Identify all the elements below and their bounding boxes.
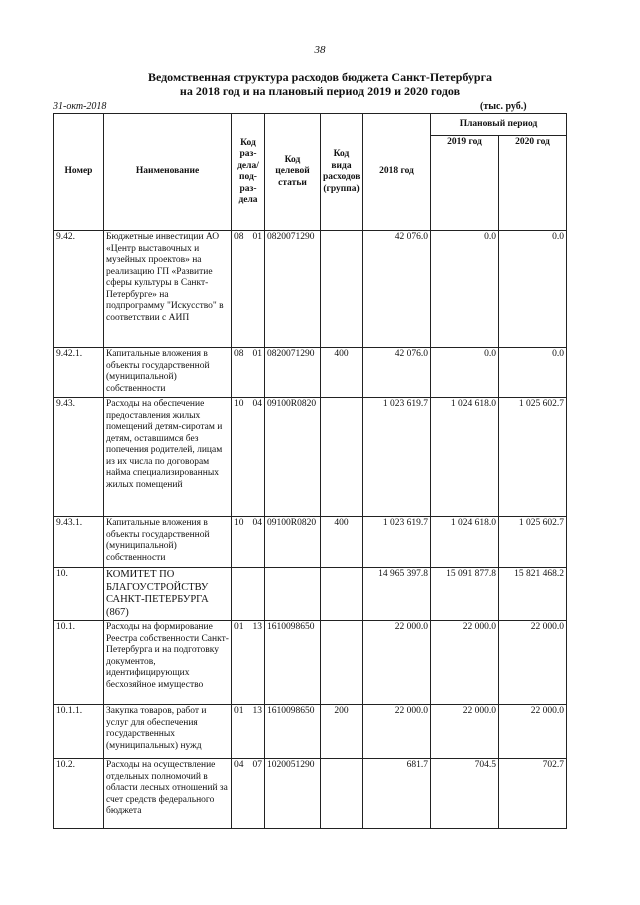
row-target: 0820071290 [265, 348, 321, 398]
row-podrazdel: 07 [248, 759, 265, 829]
row-name: Расходы на формирование Реестра собственности Санкт-Петербурга и на подготовку документов, идентифицирующих бесхозяйное имущество [104, 621, 232, 705]
row-vid [321, 398, 363, 517]
row-target: 1020051290 [265, 759, 321, 829]
row-2018: 1 023 619.7 [363, 517, 431, 568]
row-2020: 1 025 602.7 [499, 517, 567, 568]
table-row [54, 568, 567, 621]
row-target: 09100R0820 [265, 398, 321, 517]
row-razdel: 04 [232, 759, 248, 829]
table-row [54, 759, 567, 829]
header-vid: Код вида расходов (группа) [321, 114, 363, 231]
row-number: 9.42. [54, 231, 104, 348]
row-2018: 22 000.0 [363, 705, 431, 759]
row-name: Капитальные вложения в объекты государственной (муниципальной) собственности [104, 348, 232, 398]
header-2019: 2019 год [431, 136, 499, 231]
budget-table [53, 113, 567, 829]
row-number: 10.1. [54, 621, 104, 705]
row-2020: 0.0 [499, 348, 567, 398]
row-podrazdel: 04 [248, 517, 265, 568]
row-name: Капитальные вложения в объекты государственной (муниципальной) собственности [104, 517, 232, 568]
table-row [54, 621, 567, 705]
title-line-2: на 2018 год и на плановый период 2019 и 2020 годов [179, 84, 461, 98]
row-2018: 1 023 619.7 [363, 398, 431, 517]
row-2018: 42 076.0 [363, 231, 431, 348]
row-number: 9.43. [54, 398, 104, 517]
row-target: 1610098650 [265, 705, 321, 759]
row-2019: 15 091 877.8 [431, 568, 499, 621]
row-2018: 14 965 397.8 [363, 568, 431, 621]
row-razdel: 08 [232, 348, 248, 398]
row-number: 9.43.1. [54, 517, 104, 568]
row-name: Бюджетные инвестиции АО «Центр выставочных и музейных проектов» на реализацию ГП «Развитие сферы культуры в Санкт-Петербурге» на подпрограмму "Искусство" в соответствии с АИП [104, 231, 232, 348]
units-label: (тыс. руб.) [480, 101, 527, 112]
row-2019: 22 000.0 [431, 705, 499, 759]
row-vid [321, 231, 363, 348]
document-title [0, 70, 640, 98]
row-2020: 0.0 [499, 231, 567, 348]
row-2019: 0.0 [431, 348, 499, 398]
row-2019: 22 000.0 [431, 621, 499, 705]
row-2020: 22 000.0 [499, 621, 567, 705]
row-target: 0820071290 [265, 231, 321, 348]
row-2020: 702.7 [499, 759, 567, 829]
header-number: Номер [54, 114, 104, 231]
row-number: 10.1.1. [54, 705, 104, 759]
row-number: 9.42.1. [54, 348, 104, 398]
row-2019: 1 024 618.0 [431, 398, 499, 517]
row-2019: 0.0 [431, 231, 499, 348]
row-2019: 1 024 618.0 [431, 517, 499, 568]
row-vid: 400 [321, 517, 363, 568]
row-razdel [232, 568, 248, 621]
row-name: Закупка товаров, работ и услуг для обеспечения государственных (муниципальных) нужд [104, 705, 232, 759]
table-row [54, 348, 567, 398]
table-body [54, 231, 567, 829]
row-vid: 400 [321, 348, 363, 398]
row-name: Расходы на осуществление отдельных полномочий в области лесных отношений за счет средств федерального бюджета [104, 759, 232, 829]
row-name: Расходы на обеспечение предоставления жилых помещений детям-сиротам и детям, оставшимся без попечения родителей, лицам из их числа по договорам найма специализированных жилых помещений [104, 398, 232, 517]
row-2019: 704.5 [431, 759, 499, 829]
row-podrazdel: 04 [248, 398, 265, 517]
row-podrazdel: 13 [248, 621, 265, 705]
page-number: 38 [314, 44, 326, 56]
row-number: 10. [54, 568, 104, 621]
row-2018: 22 000.0 [363, 621, 431, 705]
header-target: Код целевой статьи [265, 114, 321, 231]
document-date: 31-окт-2018 [53, 101, 107, 112]
row-target [265, 568, 321, 621]
header-razdel: Код раз-дела/ под-раз-дела [232, 114, 265, 231]
row-vid [321, 621, 363, 705]
table-row [54, 231, 567, 348]
row-2020: 15 821 468.2 [499, 568, 567, 621]
row-razdel: 10 [232, 517, 248, 568]
row-2018: 42 076.0 [363, 348, 431, 398]
row-razdel: 08 [232, 231, 248, 348]
row-podrazdel: 01 [248, 231, 265, 348]
row-target: 09100R0820 [265, 517, 321, 568]
row-vid [321, 759, 363, 829]
table-row [54, 517, 567, 568]
row-podrazdel [248, 568, 265, 621]
table-row [54, 705, 567, 759]
row-number: 10.2. [54, 759, 104, 829]
row-target: 1610098650 [265, 621, 321, 705]
row-2018: 681.7 [363, 759, 431, 829]
row-name: КОМИТЕТ ПО БЛАГОУСТРОЙСТВУ САНКТ-ПЕТЕРБУРГА (867) [104, 568, 232, 621]
header-plan-period: Плановый период [431, 114, 567, 136]
row-podrazdel: 13 [248, 705, 265, 759]
title-line-1: Ведомственная структура расходов бюджета Санкт-Петербурга [147, 70, 493, 84]
row-2020: 1 025 602.7 [499, 398, 567, 517]
row-2020: 22 000.0 [499, 705, 567, 759]
table-row [54, 398, 567, 517]
header-2020: 2020 год [499, 136, 567, 231]
row-podrazdel: 01 [248, 348, 265, 398]
row-razdel: 01 [232, 705, 248, 759]
row-vid: 200 [321, 705, 363, 759]
header-name: Наименование [104, 114, 232, 231]
row-razdel: 10 [232, 398, 248, 517]
header-2018: 2018 год [363, 114, 431, 231]
row-razdel: 01 [232, 621, 248, 705]
row-vid [321, 568, 363, 621]
